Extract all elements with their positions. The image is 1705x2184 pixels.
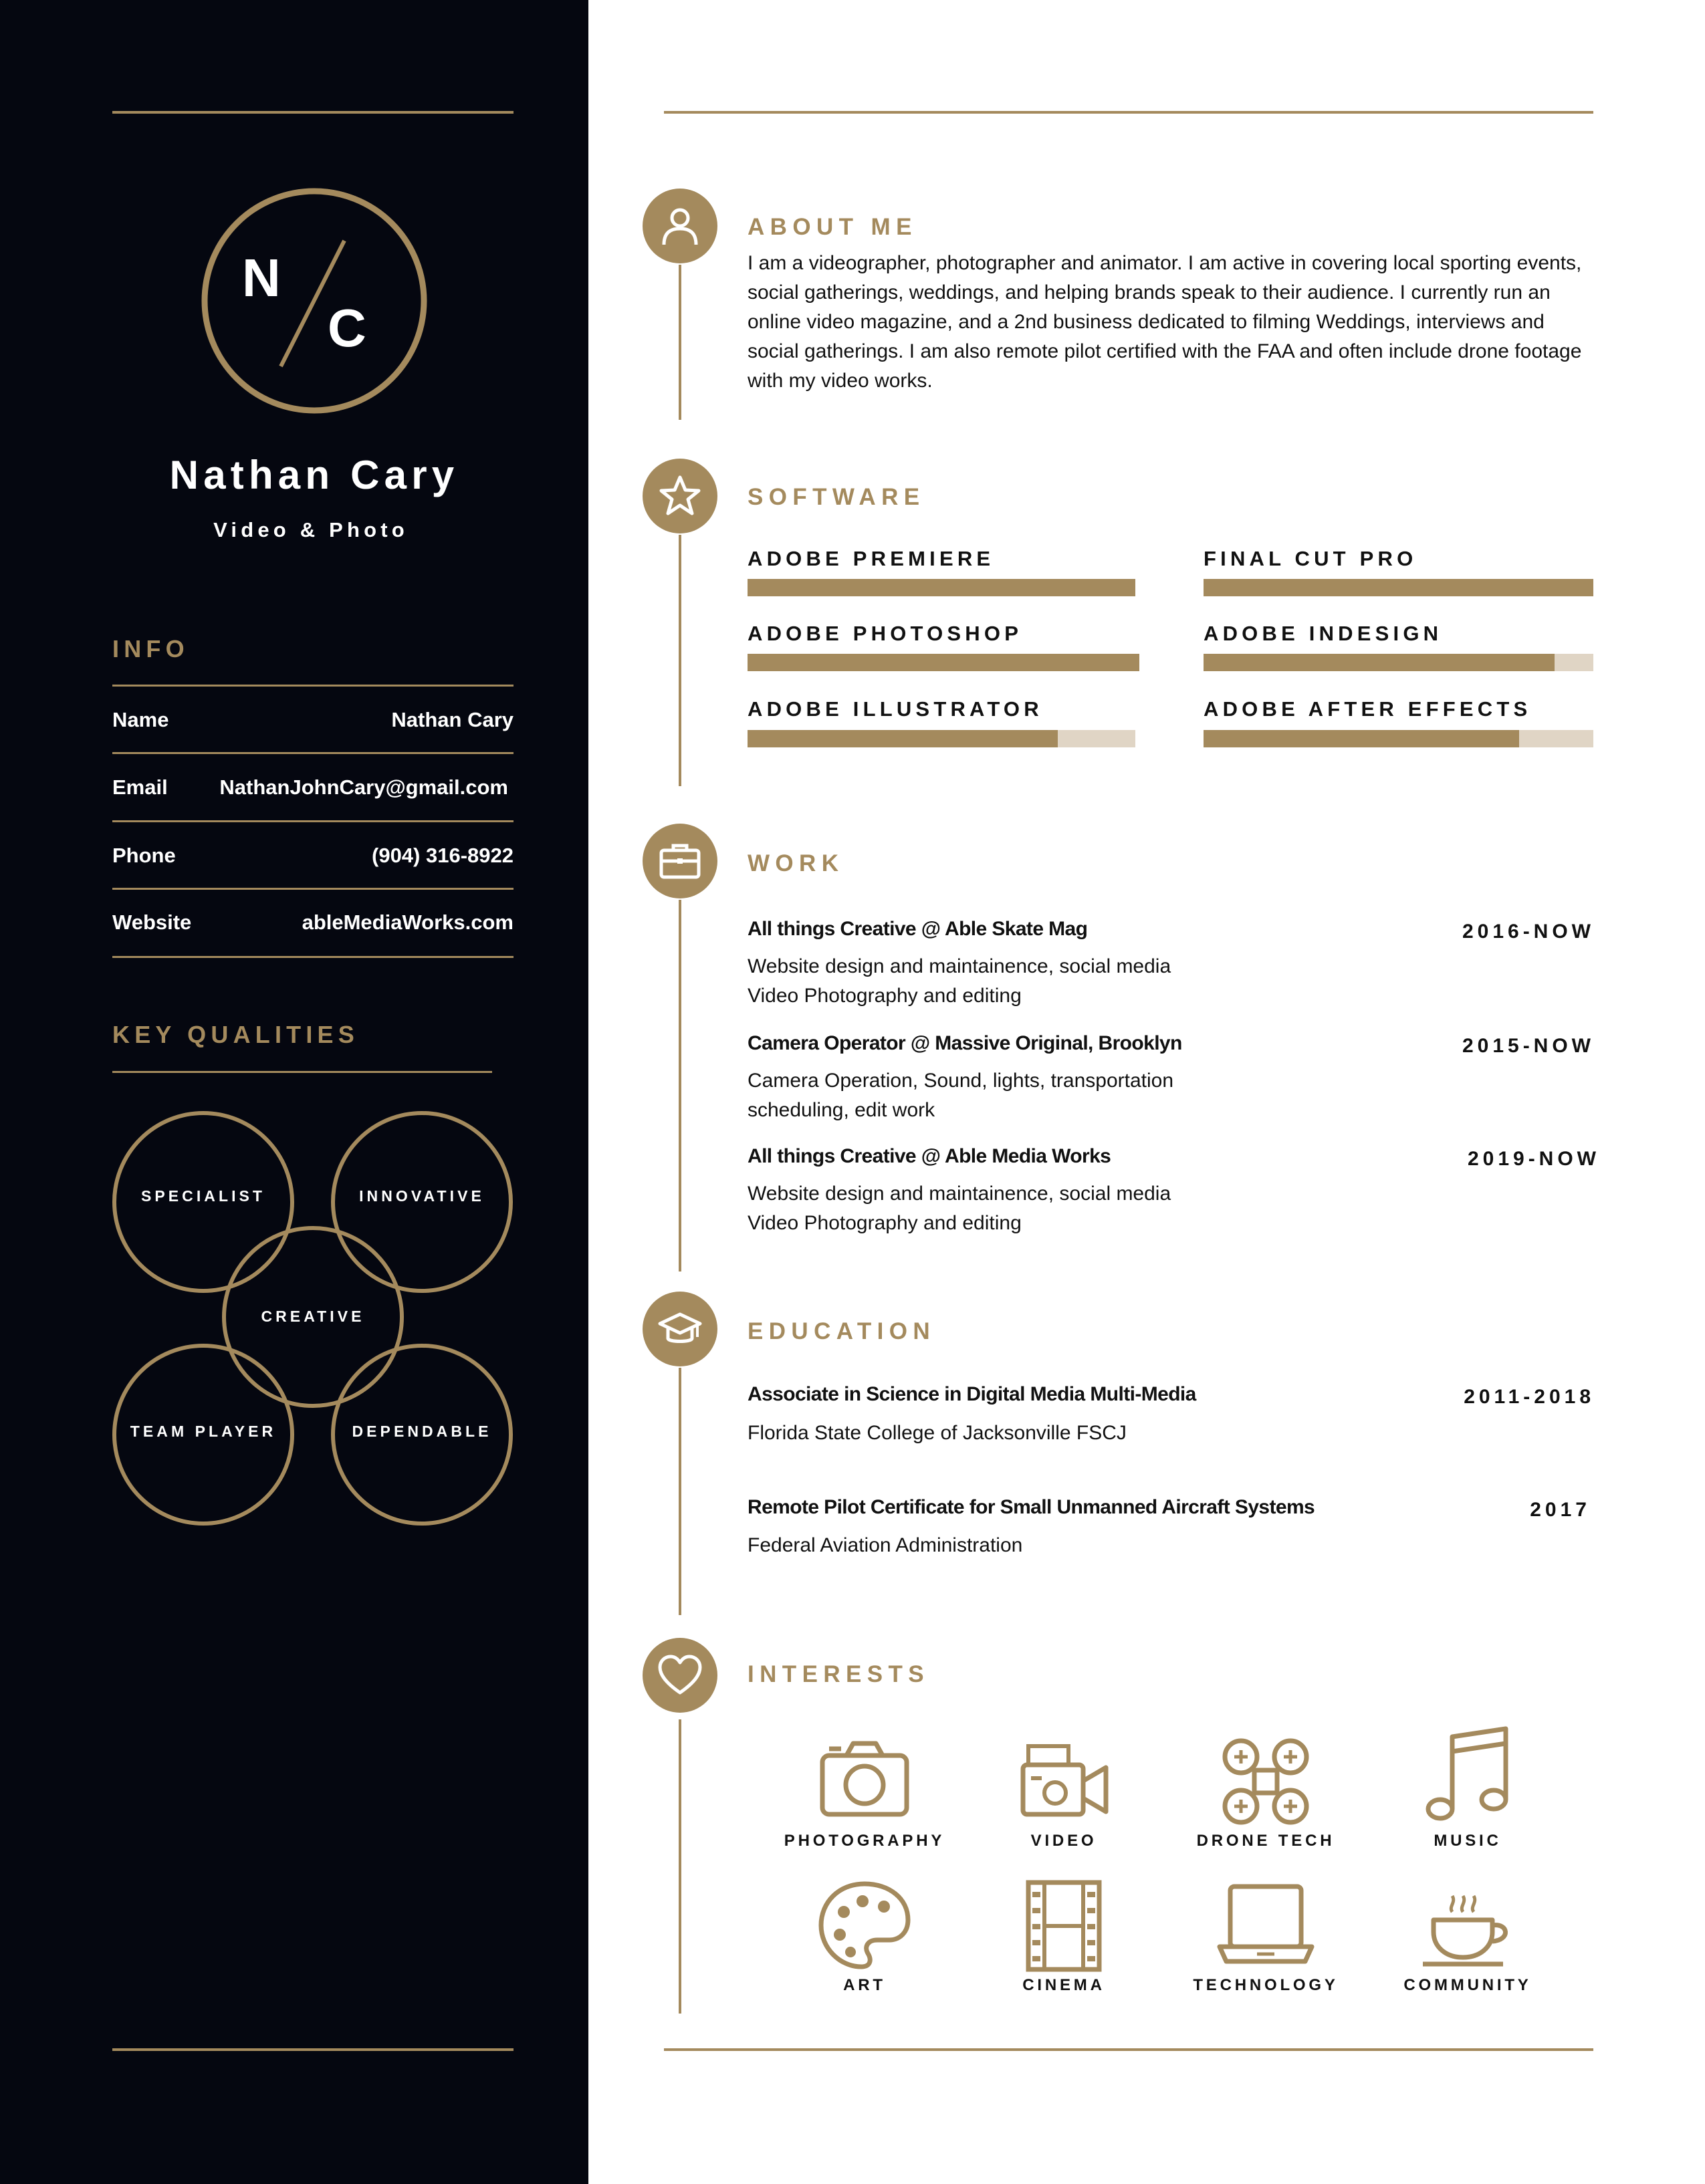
quality-team-player: TEAM PLAYER xyxy=(130,1423,277,1440)
work-section-badge xyxy=(643,824,717,898)
about-line: online video magazine, and a 2nd business dedicated to filming Weddings, interviews and xyxy=(748,311,1545,333)
heart-icon xyxy=(656,1651,704,1699)
profile-name: Nathan Cary xyxy=(169,453,459,497)
software-bar-fill xyxy=(748,654,1139,671)
software-label: FINAL CUT PRO xyxy=(1204,547,1417,570)
qualities-divider xyxy=(112,1071,492,1073)
software-bar-fill xyxy=(1204,579,1593,596)
info-value: Nathan Cary xyxy=(391,708,514,731)
interest-label-video: VIDEO xyxy=(1030,1832,1097,1850)
laptop-icon xyxy=(1216,1876,1316,1976)
about-text xyxy=(748,249,1603,396)
star-icon xyxy=(656,472,704,520)
interest-label-technology: TECHNOLOGY xyxy=(1193,1976,1339,1994)
interest-label-community: COMMUNITY xyxy=(1403,1976,1532,1994)
timeline-segment xyxy=(679,1368,681,1615)
work-item-title: All things Creative @ Able Skate Mag xyxy=(748,918,1088,940)
info-label: Phone xyxy=(112,844,176,867)
description-line: Video Photography and editing xyxy=(748,1212,1022,1234)
about-title: ABOUT ME xyxy=(748,214,917,240)
software-label: ADOBE PREMIERE xyxy=(748,547,995,570)
work-item-description xyxy=(748,952,1171,1011)
info-row-email xyxy=(112,754,514,821)
software-bar-fill xyxy=(748,730,1058,747)
quality-innovative: INNOVATIVE xyxy=(359,1187,485,1205)
info-row-phone xyxy=(112,822,514,889)
work-item-description xyxy=(748,1066,1173,1125)
coffee-cup-icon xyxy=(1417,1876,1518,1976)
info-row-name xyxy=(112,687,514,753)
interests-title: INTERESTS xyxy=(748,1661,930,1687)
info-value: (904) 316-8922 xyxy=(372,844,514,867)
work-item-description xyxy=(748,1179,1171,1238)
info-label: Email xyxy=(112,775,168,799)
about-line: with my video works. xyxy=(748,370,933,392)
software-title: SOFTWARE xyxy=(748,484,925,510)
drone-icon xyxy=(1216,1731,1316,1832)
education-item-institution: Florida State College of Jacksonville FSCJ xyxy=(748,1422,1127,1444)
description-line: Website design and maintainence, social media xyxy=(748,955,1171,977)
music-note-icon xyxy=(1417,1725,1518,1825)
software-bar-adobe-illustrator xyxy=(748,730,1135,747)
software-label: ADOBE INDESIGN xyxy=(1204,622,1443,645)
about-line: I am a videographer, photographer and animator. I am active in covering local sporting events, xyxy=(748,252,1582,274)
about-line: social gatherings. I am also remote pilot certified with the FAA and often include drone footage xyxy=(748,340,1582,362)
quality-dependable: DEPENDABLE xyxy=(352,1423,492,1440)
work-title: WORK xyxy=(748,850,844,876)
software-label: ADOBE ILLUSTRATOR xyxy=(748,697,1043,721)
work-item-date: 2015-NOW xyxy=(1462,1035,1595,1057)
qualities-title: KEY QUALITIES xyxy=(112,1021,359,1048)
education-item-institution: Federal Aviation Administration xyxy=(748,1534,1023,1556)
timeline-segment xyxy=(679,265,681,420)
graduation-cap-icon xyxy=(656,1305,704,1353)
software-bar-adobe-premiere xyxy=(748,579,1135,596)
sidebar xyxy=(0,0,588,2184)
software-label: ADOBE PHOTOSHOP xyxy=(748,622,1023,645)
description-line: Website design and maintainence, social media xyxy=(748,1183,1171,1205)
interest-label-photography: PHOTOGRAPHY xyxy=(784,1832,945,1850)
software-bar-adobe-photoshop xyxy=(748,654,1139,671)
quality-creative: CREATIVE xyxy=(261,1308,365,1325)
profile-tagline: Video & Photo xyxy=(213,518,409,541)
info-value: ableMediaWorks.com xyxy=(302,911,514,934)
main-bottom-rule xyxy=(664,2048,1593,2051)
info-value: NathanJohnCary@gmail.com xyxy=(219,775,508,799)
description-line: Camera Operation, Sound, lights, transportation xyxy=(748,1070,1174,1092)
work-item-title: All things Creative @ Able Media Works xyxy=(748,1145,1111,1167)
monogram-ring xyxy=(201,187,428,414)
monogram xyxy=(201,187,428,414)
software-bar-final-cut-pro xyxy=(1204,579,1593,596)
info-title: INFO xyxy=(112,635,189,662)
about-line: social gatherings, weddings, and helping brands speak to their audience. I currently run an xyxy=(748,281,1551,304)
film-strip-icon xyxy=(1014,1876,1114,1976)
monogram-second-letter: C xyxy=(328,298,366,358)
timeline-segment xyxy=(679,535,681,786)
software-section-badge xyxy=(643,459,717,533)
info-label: Name xyxy=(112,708,169,731)
work-item-date: 2016-NOW xyxy=(1462,921,1595,943)
work-item-date: 2019-NOW xyxy=(1467,1148,1600,1170)
software-label: ADOBE AFTER EFFECTS xyxy=(1204,697,1532,721)
work-item-title: Camera Operator @ Massive Original, Brooklyn xyxy=(748,1032,1182,1054)
sidebar-bottom-rule xyxy=(112,2048,514,2051)
software-bar-adobe-indesign xyxy=(1204,654,1593,671)
education-item-date: 2011-2018 xyxy=(1464,1386,1595,1408)
about-section-badge xyxy=(643,189,717,263)
info-row-website xyxy=(112,889,514,956)
info-label: Website xyxy=(112,911,192,934)
timeline-segment xyxy=(679,900,681,1271)
interest-label-music: MUSIC xyxy=(1434,1832,1502,1850)
camera-icon xyxy=(814,1731,915,1832)
sidebar-top-rule xyxy=(112,111,514,114)
software-bar-adobe-after-effects xyxy=(1204,730,1593,747)
software-bar-fill xyxy=(748,579,1135,596)
person-icon xyxy=(656,202,704,250)
software-bar-fill xyxy=(1204,654,1555,671)
interests-section-badge xyxy=(643,1638,717,1713)
education-item-date: 2017 xyxy=(1530,1499,1591,1521)
education-section-badge xyxy=(643,1292,717,1366)
quality-specialist: SPECIALIST xyxy=(140,1187,266,1205)
description-line: scheduling, edit work xyxy=(748,1099,935,1121)
education-item-title: Remote Pilot Certificate for Small Unmanned Aircraft Systems xyxy=(748,1496,1315,1518)
main-top-rule xyxy=(664,111,1593,114)
monogram-first-letter: N xyxy=(242,248,281,308)
education-item-title: Associate in Science in Digital Media Multi-Media xyxy=(748,1383,1196,1405)
info-divider xyxy=(112,956,514,958)
timeline-segment xyxy=(679,1719,681,2014)
interest-label-art: ART xyxy=(843,1976,886,1994)
description-line: Video Photography and editing xyxy=(748,985,1022,1007)
education-title: EDUCATION xyxy=(748,1318,936,1344)
interest-label-cinema: CINEMA xyxy=(1022,1976,1105,1994)
briefcase-icon xyxy=(656,837,704,885)
interest-label-drone-tech: DRONE TECH xyxy=(1196,1832,1335,1850)
video-camera-icon xyxy=(1014,1731,1114,1832)
software-bar-fill xyxy=(1204,730,1519,747)
paint-palette-icon xyxy=(814,1876,915,1976)
